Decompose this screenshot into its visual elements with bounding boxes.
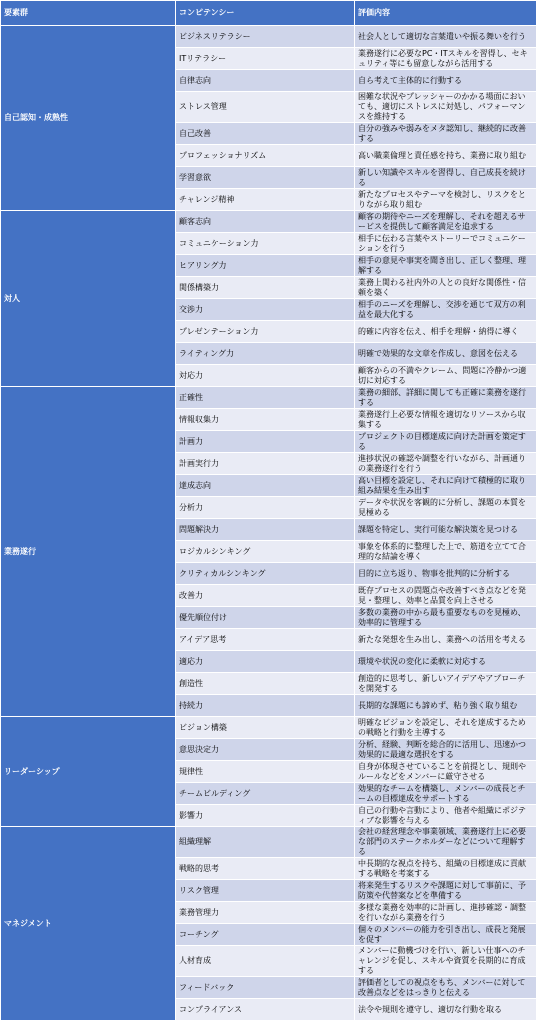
competency-cell: 持続力 xyxy=(176,695,355,717)
competency-cell: 組織理解 xyxy=(176,827,355,858)
evaluation-cell: 環境や状況の変化に柔軟に対応する xyxy=(355,651,536,673)
evaluation-cell: プロジェクトの目標達成に向けた計画を策定する xyxy=(355,431,536,453)
evaluation-cell: 業務の細部、詳細に関しても正確に業務を遂行する xyxy=(355,387,536,409)
competency-cell: ビジネスリテラシー xyxy=(176,26,355,48)
competency-cell: リスク管理 xyxy=(176,880,355,902)
competency-cell: ビジョン構築 xyxy=(176,717,355,739)
evaluation-cell: 明確なビジョンを設定し、それを達成するための戦略と行動を主導する xyxy=(355,717,536,739)
evaluation-cell: 業務遂行上必要な情報を適切なリソースから収集する xyxy=(355,409,536,431)
table-row xyxy=(1,827,536,858)
group-cell: マネジメント xyxy=(1,827,176,1021)
evaluation-cell: 自ら考えて主体的に行動する xyxy=(355,70,536,92)
competency-cell: 影響力 xyxy=(176,805,355,827)
evaluation-cell: 明確で効果的な文章を作成し、意図を伝える xyxy=(355,343,536,365)
competency-cell: チームビルディング xyxy=(176,783,355,805)
competency-cell: 正確性 xyxy=(176,387,355,409)
evaluation-cell: 自身が体現させていることを前提とし、規則やルールなどをメンバーに厳守させる xyxy=(355,761,536,783)
evaluation-cell: 業務遂行に必要なPC・ITスキルを習得し、セキュリティ等にも留意しながら活用する xyxy=(355,48,536,70)
group-cell: 自己認知・成熟性 xyxy=(1,26,176,211)
evaluation-cell: 多数の業務の中から最も重要なものを見極め、効率的に管理する xyxy=(355,607,536,629)
table-body xyxy=(1,26,536,1021)
competency-cell: コミュニケーション力 xyxy=(176,233,355,255)
evaluation-cell: 顧客からの不満やクレーム、問題に冷静かつ適切に対応する xyxy=(355,365,536,387)
competency-cell: ストレス管理 xyxy=(176,92,355,123)
competency-cell: 創造性 xyxy=(176,673,355,695)
evaluation-cell: 自己の行動や言動により、他者や組織にポジティブな影響を与える xyxy=(355,805,536,827)
evaluation-cell: 新たなプロセスやテーマを検討し、リスクをとりながら取り組む xyxy=(355,189,536,211)
competency-cell: コーチング xyxy=(176,924,355,946)
evaluation-cell: 評価者としての視点をもち、メンバーに対して改善点などをはっきりと伝える xyxy=(355,977,536,999)
table-row xyxy=(1,211,536,233)
group-cell: リーダーシップ xyxy=(1,717,176,827)
competency-cell: アイデア思考 xyxy=(176,629,355,651)
group-cell: 対人 xyxy=(1,211,176,387)
evaluation-cell: 創造的に思考し、新しいアイデアやアプローチを開発する xyxy=(355,673,536,695)
evaluation-cell: 既存プロセスの問題点や改善すべき点などを発見・整理し、効率と品質を向上させる xyxy=(355,585,536,607)
evaluation-cell: 分析、経験、判断を総合的に活用し、迅速かつ効果的に最適な選択をする xyxy=(355,739,536,761)
competency-cell: チャレンジ精神 xyxy=(176,189,355,211)
competency-cell: 分析力 xyxy=(176,497,355,519)
competency-cell: 自己改善 xyxy=(176,123,355,145)
table-row xyxy=(1,717,536,739)
competency-cell: コンプライアンス xyxy=(176,999,355,1021)
competency-cell: 業務管理力 xyxy=(176,902,355,924)
evaluation-cell: 顧客の期待やニーズを理解し、それを超えるサービスを提供して顧客満足を追求する xyxy=(355,211,536,233)
header-competency: コンピテンシー xyxy=(176,1,355,26)
evaluation-cell: 課題を特定し、実行可能な解決策を見つける xyxy=(355,519,536,541)
competency-cell: クリティカルシンキング xyxy=(176,563,355,585)
competency-cell: フィードバック xyxy=(176,977,355,999)
evaluation-cell: 相手の意見や事実を聞き出し、正しく整理、理解する xyxy=(355,255,536,277)
evaluation-cell: データや状況を客観的に分析し、課題の本質を見極める xyxy=(355,497,536,519)
evaluation-cell: 目的に立ち返り、物事を批判的に分析する xyxy=(355,563,536,585)
competency-cell: 戦略的思考 xyxy=(176,858,355,880)
group-cell: 業務遂行 xyxy=(1,387,176,717)
evaluation-cell: 的確に内容を伝え、相手を理解・納得に導く xyxy=(355,321,536,343)
evaluation-cell: 社会人として適切な言葉遣いや振る舞いを行う xyxy=(355,26,536,48)
competency-cell: 顧客志向 xyxy=(176,211,355,233)
evaluation-cell: 新たな発想を生み出し、業務への活用を考える xyxy=(355,629,536,651)
evaluation-cell: 多様な業務を効率的に計画し、進捗確認・調整を行いながら業務を行う xyxy=(355,902,536,924)
evaluation-cell: 将来発生するリスクや課題に対して事前に、予防策や代替案などを準備する xyxy=(355,880,536,902)
competency-cell: ライティング力 xyxy=(176,343,355,365)
evaluation-cell: 長期的な課題にも諦めず、粘り強く取り組む xyxy=(355,695,536,717)
competency-cell: 計画実行力 xyxy=(176,453,355,475)
competency-cell: 自律志向 xyxy=(176,70,355,92)
evaluation-cell: 進捗状況の確認や調整を行いながら、計画通りの業務遂行を行う xyxy=(355,453,536,475)
competency-cell: 人材育成 xyxy=(176,946,355,977)
competency-cell: ITリテラシー xyxy=(176,48,355,70)
competency-cell: 交渉力 xyxy=(176,299,355,321)
header-row xyxy=(1,1,536,26)
evaluation-cell: メンバーに動機づけを行い、新しい仕事へのチャレンジを促し、スキルや資質を長期的に育成する xyxy=(355,946,536,977)
table-row xyxy=(1,26,536,48)
competency-cell: プロフェッショナリズム xyxy=(176,145,355,167)
evaluation-cell: 高い目標を設定し、それに向けて積極的に取り組み結果を生み出す xyxy=(355,475,536,497)
competency-cell: 改善力 xyxy=(176,585,355,607)
header-element-group: 要素群 xyxy=(1,1,176,26)
competency-cell: 問題解決力 xyxy=(176,519,355,541)
competency-cell: ロジカルシンキング xyxy=(176,541,355,563)
header-evaluation: 評価内容 xyxy=(355,1,536,26)
competency-cell: 達成志向 xyxy=(176,475,355,497)
competency-cell: ヒアリング力 xyxy=(176,255,355,277)
competency-cell: プレゼンテーション力 xyxy=(176,321,355,343)
competency-cell: 関係構築力 xyxy=(176,277,355,299)
competency-cell: 学習意欲 xyxy=(176,167,355,189)
evaluation-cell: 業務上関わる社内外の人との良好な関係性・信頼を築く xyxy=(355,277,536,299)
evaluation-cell: 新しい知識やスキルを習得し、自己成長を続ける xyxy=(355,167,536,189)
evaluation-cell: 効果的なチームを構築し、メンバーの成長とチームの目標達成をサポートする xyxy=(355,783,536,805)
evaluation-cell: 事象を体系的に整理した上で、筋道を立てて合理的な結論を導く xyxy=(355,541,536,563)
evaluation-cell: 相手のニーズを理解し、交渉を通じて双方の利益を最大化する xyxy=(355,299,536,321)
evaluation-cell: 法令や規則を遵守し、適切な行動を取る xyxy=(355,999,536,1021)
competency-cell: 意思決定力 xyxy=(176,739,355,761)
competency-cell: 優先順位付け xyxy=(176,607,355,629)
evaluation-cell: 中長期的な視点を持ち、組織の目標達成に貢献する戦略を考案する xyxy=(355,858,536,880)
competency-cell: 適応力 xyxy=(176,651,355,673)
evaluation-cell: 相手に伝わる言葉やストーリーでコミュニケーションを行う xyxy=(355,233,536,255)
competency-cell: 計画力 xyxy=(176,431,355,453)
evaluation-cell: 自分の強みや弱みをメタ認知し、継続的に改善する xyxy=(355,123,536,145)
competency-cell: 対応力 xyxy=(176,365,355,387)
table-row xyxy=(1,387,536,409)
evaluation-cell: 困難な状況やプレッシャーのかかる場面においても、適切にストレスに対処し、パフォーマンスを維持する xyxy=(355,92,536,123)
evaluation-cell: 高い職業倫理と責任感を持ち、業務に取り組む xyxy=(355,145,536,167)
evaluation-cell: 個々のメンバーの能力を引き出し、成長と発展を促す xyxy=(355,924,536,946)
evaluation-cell: 会社の経営理念や事業領域、業務遂行上に必要な部門のステークホルダーなどについて理解する xyxy=(355,827,536,858)
competency-cell: 規律性 xyxy=(176,761,355,783)
competency-cell: 情報収集力 xyxy=(176,409,355,431)
